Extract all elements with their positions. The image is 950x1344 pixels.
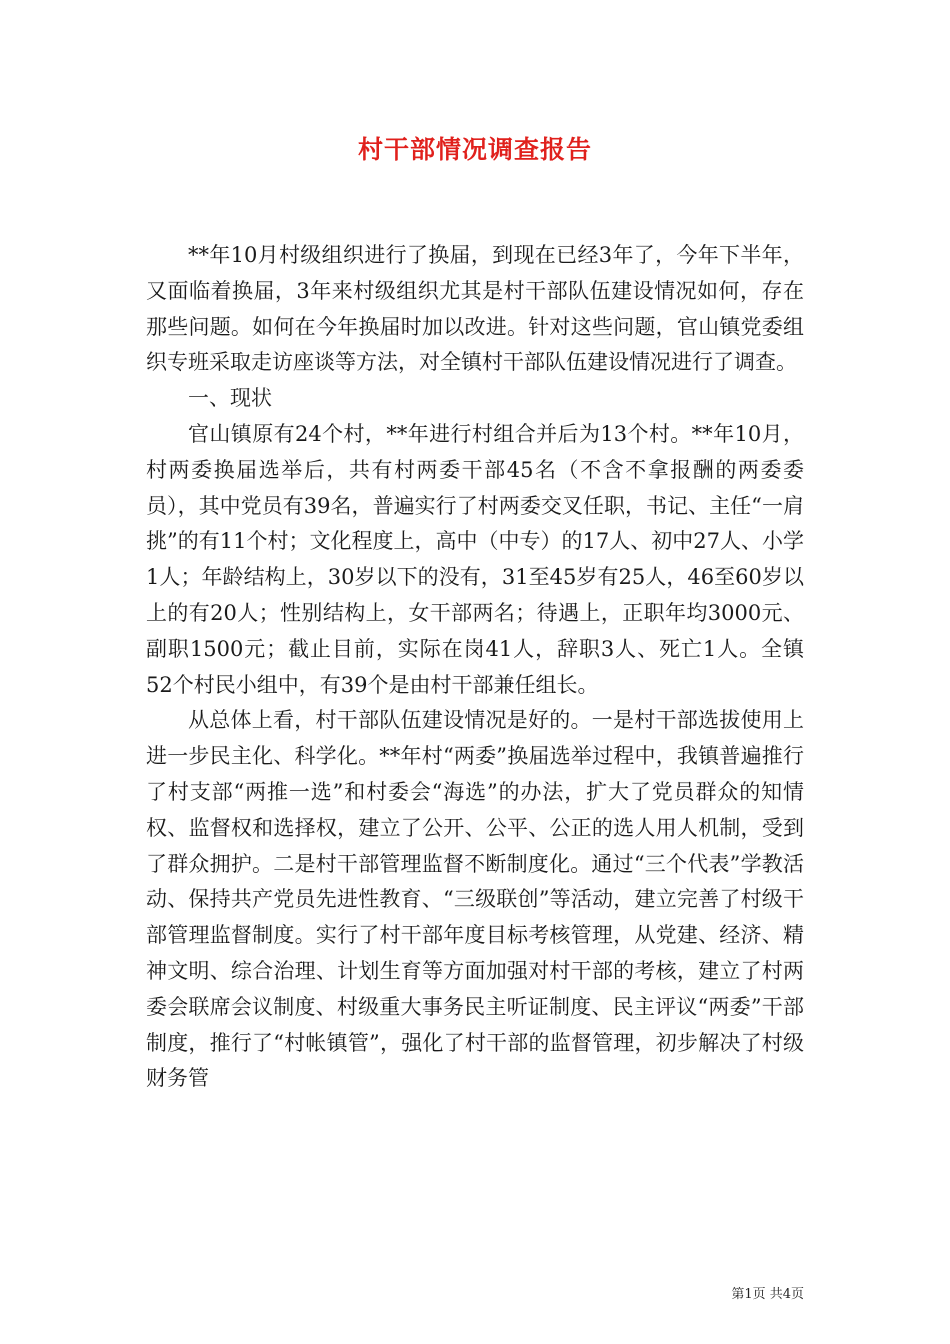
document-body bbox=[146, 238, 804, 1097]
page-title: 村干部情况调查报告 bbox=[357, 135, 592, 164]
page-number-footer: 第1页 共4页 bbox=[731, 1287, 804, 1302]
section-heading-status: 一、现状 bbox=[188, 386, 272, 411]
intro-paragraph: **年10月村级组织进行了换届，到现在已经3年了，今年下半年，又面临着换届，3年来村级组织尤其是村干部队伍建设情况如何，存在那些问题。如何在今年换届时加以改进。针对这些问题，官山镇党委组织专班采取走访座谈等方法，对全镇村干部队伍建设情况进行了调查。 bbox=[146, 243, 804, 375]
status-paragraph: 官山镇原有24个村，**年进行村组合并后为13个村。**年10月，村两委换届选举后，共有村两委干部45名（不含不拿报酬的两委委员），其中党员有39名，普遍实行了村两委交叉任职，书记、主任“一肩挑”的有11个村；文化程度上，高中（中专）的17人、初中27人、小学1人；年龄结构上，30岁以下的没有，31至45岁有25人，46至60岁以上的有20人；性别结构上，女干部两名；待遇上，正职年均3000元、副职1500元；截止目前，实际在岗41人，辞职3人、死亡1人。全镇52个村民小组中，有39个是由村干部兼任组长。 bbox=[146, 421, 804, 697]
overview-paragraph: 从总体上看，村干部队伍建设情况是好的。一是村干部选拔使用上进一步民主化、科学化。**年村“两委”换届选举过程中，我镇普遍推行了村支部“两推一选”和村委会“海选”的办法，扩大了党员群众的知情权、监督权和选择权，建立了公开、公平、公正的选人用人机制，受到了群众拥护。二是村干部管理监督不断制度化。通过“三个代表”学教活动、保持共产党员先进性教育、“三级联创”等活动，建立完善了村级干部管理监督制度。实行了村干部年度目标考核管理，从党建、经济、精神文明、综合治理、计划生育等方面加强对村干部的考核，建立了村两委会联席会议制度、村级重大事务民主听证制度、民主评议“两委”干部制度，推行了“村帐镇管”，强化了村干部的监督管理，初步解决了村级财务管 bbox=[146, 708, 804, 1091]
